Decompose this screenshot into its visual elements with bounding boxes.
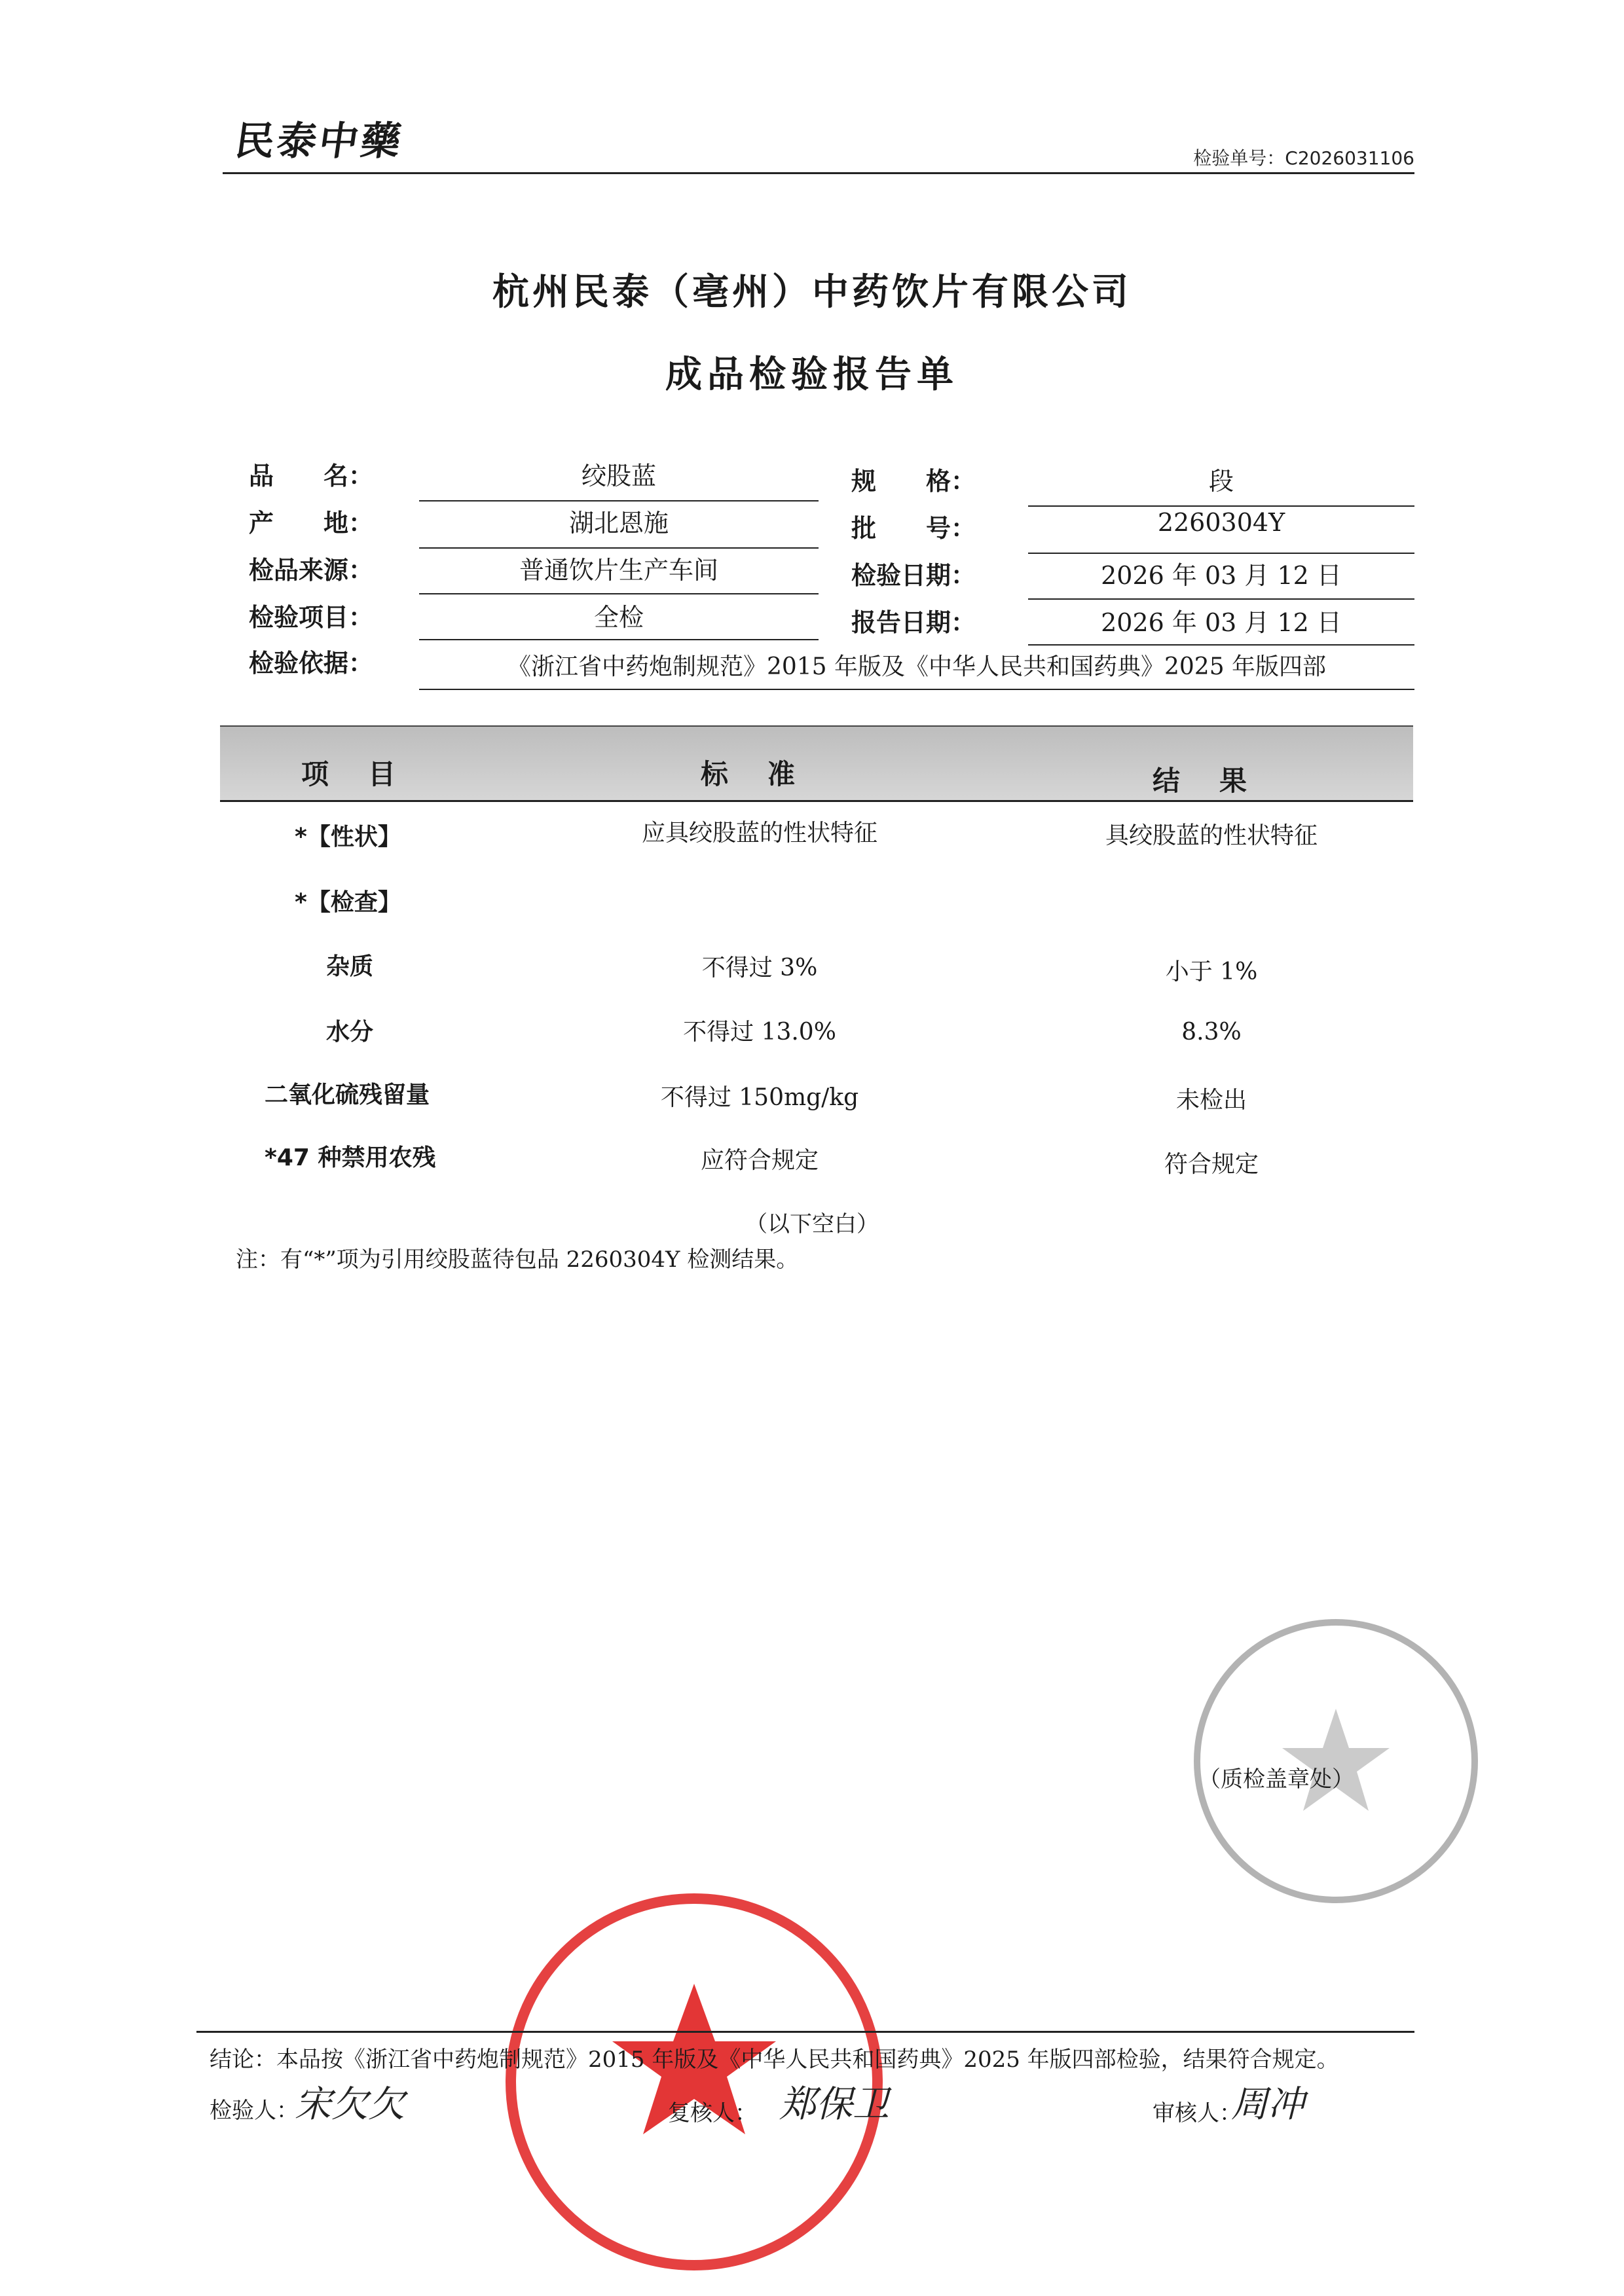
doc-number — [1193, 144, 1414, 170]
row-item: *【性状】 — [295, 824, 401, 850]
row-standard: 不得过 3% — [701, 955, 818, 981]
test-item-label: 检验项目： — [249, 603, 374, 632]
test-date-label: 检验日期： — [851, 561, 976, 590]
test-item-value: 全检 — [593, 603, 644, 632]
inspector-label: 检验人： — [210, 2098, 299, 2124]
row-standard: 不得过 13.0% — [683, 1019, 836, 1046]
batch-label: 批 号： — [851, 514, 976, 543]
row-result: 具绞股蓝的性状特征 — [1105, 822, 1318, 849]
source-value: 普通饮片生产车间 — [519, 556, 718, 585]
row-result: 符合规定 — [1164, 1151, 1259, 1178]
column-header-result: 结果 — [1153, 765, 1287, 797]
test-date-underline — [1028, 598, 1414, 600]
basis-value: 《浙江省中药炮制规范》2015 年版及《中华人民共和国药典》2025 年版四部 — [507, 653, 1327, 680]
company-name: 杭州民泰（亳州）中药饮片有限公司 — [492, 271, 1132, 314]
doc-number-value: C2026031106 — [1285, 147, 1414, 169]
name-label: 品 名： — [249, 462, 374, 490]
footnote: 注：有“*”项为引用绞股蓝待包品 2260304Y 检测结果。 — [236, 1247, 799, 1273]
row-result: 8.3% — [1181, 1019, 1242, 1046]
test-date-value: 2026 年 03 月 12 日 — [1101, 561, 1342, 590]
conclusion-rule — [196, 2031, 1414, 2033]
row-result: 未检出 — [1175, 1087, 1247, 1114]
source-label: 检品来源： — [249, 556, 374, 585]
row-item: *47 种禁用农残 — [265, 1144, 436, 1171]
approver-label: 审核人： — [1153, 2100, 1242, 2126]
spec-value: 段 — [1208, 467, 1234, 496]
column-header-standard: 标准 — [701, 758, 835, 790]
row-item: 二氧化硫残留量 — [265, 1082, 430, 1108]
origin-label: 产 地： — [249, 509, 374, 538]
approver-signature: 周冲 — [1231, 2083, 1304, 2126]
test-item-underline — [419, 639, 819, 640]
column-header-item: 项目 — [301, 758, 435, 790]
report-date-value: 2026 年 03 月 12 日 — [1101, 608, 1342, 637]
qc-stamp-placeholder: （质检盖章处） — [1198, 1766, 1354, 1793]
origin-underline — [419, 547, 819, 549]
doc-number-label: 检验单号： — [1193, 147, 1285, 169]
report-date-underline — [1028, 644, 1414, 646]
row-standard: 应符合规定 — [700, 1147, 819, 1174]
name-underline — [419, 500, 819, 501]
inspector-signature: 宋欠欠 — [295, 2083, 405, 2126]
reviewer-label: 复核人： — [668, 2100, 757, 2126]
batch-value: 2260304Y — [1157, 508, 1285, 537]
row-item: 杂质 — [326, 953, 374, 980]
report-date-label: 报告日期： — [851, 608, 976, 637]
source-underline — [419, 593, 819, 594]
row-item: 水分 — [326, 1019, 374, 1046]
header-rule — [223, 172, 1414, 174]
row-standard: 不得过 150mg/kg — [660, 1084, 859, 1111]
origin-value: 湖北恩施 — [568, 509, 669, 538]
conclusion: 结论：本品按《浙江省中药炮制规范》2015 年版及《中华人民共和国药典》2025 年版四部检验，结果符合规定。 — [210, 2047, 1339, 2073]
batch-underline — [1028, 553, 1414, 554]
reviewer-signature: 郑保卫 — [779, 2083, 889, 2126]
blank-note: （以下空白） — [745, 1211, 879, 1237]
spec-label: 规 格： — [851, 467, 976, 496]
basis-label: 检验依据： — [249, 649, 374, 678]
spec-underline — [1028, 505, 1414, 507]
report-title: 成品检验报告单 — [665, 354, 959, 396]
name-value: 绞股蓝 — [581, 462, 656, 490]
row-result: 小于 1% — [1165, 958, 1258, 985]
row-standard: 应具绞股蓝的性状特征 — [641, 820, 877, 847]
company-logo: 民泰中藥 — [232, 118, 407, 164]
basis-underline — [419, 689, 1414, 690]
row-item: *【检查】 — [295, 889, 401, 916]
